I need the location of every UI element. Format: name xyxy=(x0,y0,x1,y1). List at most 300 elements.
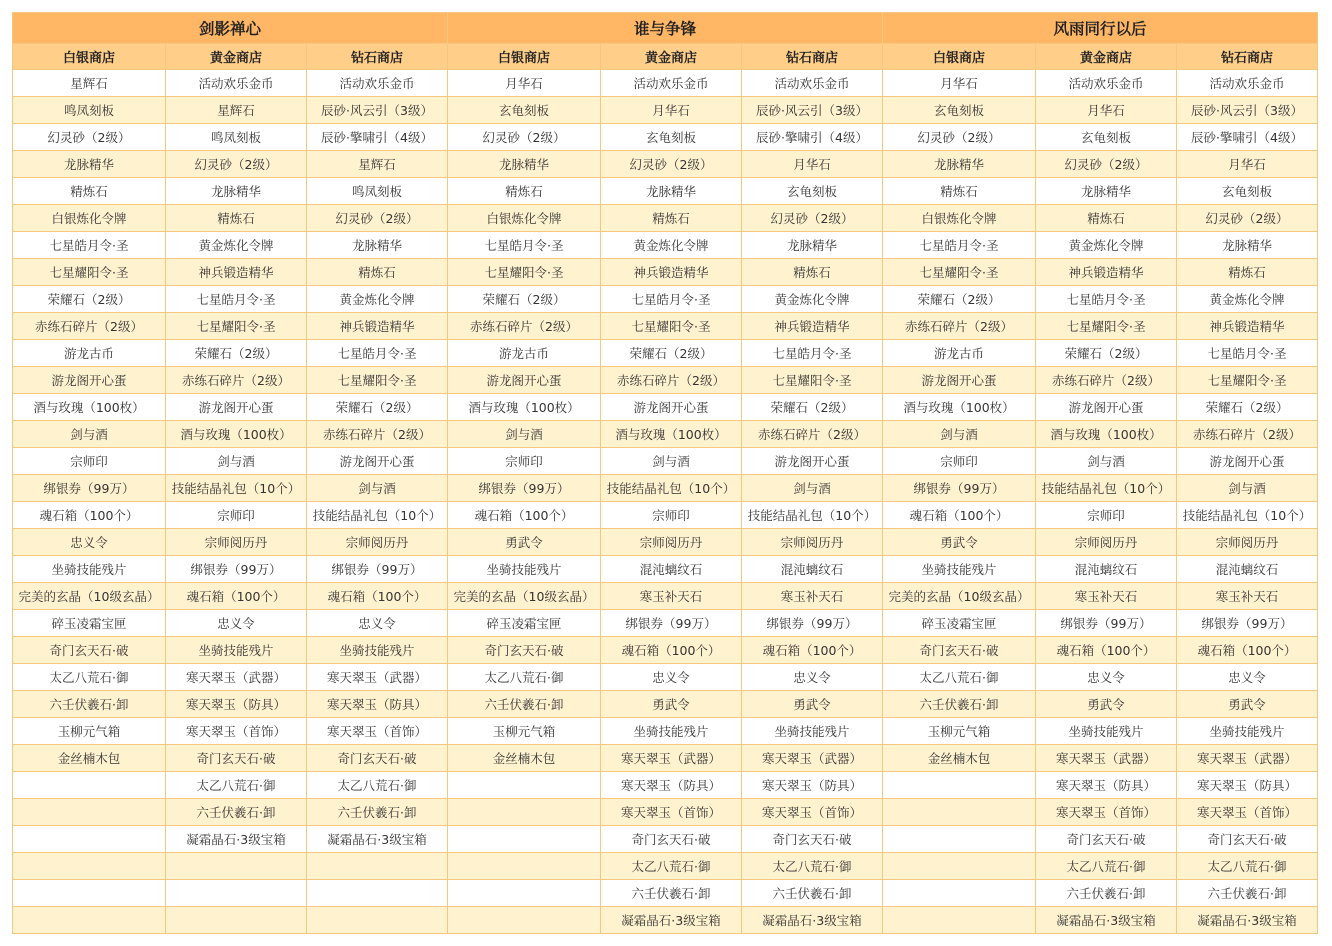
table-row xyxy=(13,637,1318,664)
item-cell xyxy=(13,880,166,907)
item-cell: 太乙八荒石·御 xyxy=(601,853,742,880)
table-row xyxy=(13,313,1318,340)
item-cell: 绑银券（99万） xyxy=(1177,610,1318,637)
item-cell: 太乙八荒石·御 xyxy=(166,772,307,799)
item-cell: 白银炼化令牌 xyxy=(883,205,1036,232)
item-cell: 寒天翠玉（首饰） xyxy=(601,799,742,826)
item-cell: 幻灵砂（2级） xyxy=(448,124,601,151)
item-cell xyxy=(307,853,448,880)
item-cell: 白银炼化令牌 xyxy=(13,205,166,232)
item-cell: 宗师阅历丹 xyxy=(307,529,448,556)
item-cell: 酒与玫瑰（100枚） xyxy=(13,394,166,421)
table-row xyxy=(13,151,1318,178)
group-title-shuiyu: 谁与争锋 xyxy=(448,13,883,44)
item-cell: 金丝楠木包 xyxy=(448,745,601,772)
item-cell xyxy=(883,907,1036,934)
item-cell: 技能结晶礼包（10个） xyxy=(166,475,307,502)
item-cell: 龙脉精华 xyxy=(307,232,448,259)
item-cell: 凝霜晶石·3级宝箱 xyxy=(1036,907,1177,934)
item-cell xyxy=(883,853,1036,880)
item-cell: 龙脉精华 xyxy=(1177,232,1318,259)
item-cell: 技能结晶礼包（10个） xyxy=(601,475,742,502)
item-cell: 太乙八荒石·御 xyxy=(742,853,883,880)
item-cell: 宗师印 xyxy=(448,448,601,475)
item-cell: 玉柳元气箱 xyxy=(448,718,601,745)
item-cell: 荣耀石（2级） xyxy=(1177,394,1318,421)
table-row xyxy=(13,529,1318,556)
item-cell: 六壬伏羲石·卸 xyxy=(448,691,601,718)
item-cell: 龙脉精华 xyxy=(166,178,307,205)
item-cell: 赤练石碎片（2级） xyxy=(601,367,742,394)
table-row xyxy=(13,718,1318,745)
item-cell: 坐骑技能残片 xyxy=(1036,718,1177,745)
item-cell xyxy=(448,880,601,907)
item-cell: 坐骑技能残片 xyxy=(1177,718,1318,745)
item-cell: 黄金炼化令牌 xyxy=(166,232,307,259)
item-cell: 太乙八荒石·御 xyxy=(13,664,166,691)
item-cell: 赤练石碎片（2级） xyxy=(742,421,883,448)
item-cell: 寒天翠玉（首饰） xyxy=(1177,799,1318,826)
item-cell: 剑与酒 xyxy=(601,448,742,475)
table-row xyxy=(13,286,1318,313)
item-cell: 剑与酒 xyxy=(1036,448,1177,475)
item-cell: 凝霜晶石·3级宝箱 xyxy=(307,826,448,853)
item-cell: 鸣凤刻板 xyxy=(166,124,307,151)
item-cell: 酒与玫瑰（100枚） xyxy=(883,394,1036,421)
item-cell: 玄龟刻板 xyxy=(601,124,742,151)
item-cell: 七星皓月令·圣 xyxy=(448,232,601,259)
item-cell: 酒与玫瑰（100枚） xyxy=(1036,421,1177,448)
item-cell: 金丝楠木包 xyxy=(13,745,166,772)
item-cell xyxy=(883,880,1036,907)
item-cell: 寒天翠玉（武器） xyxy=(166,664,307,691)
table-row xyxy=(13,124,1318,151)
item-cell: 绑银券（99万） xyxy=(13,475,166,502)
item-cell: 游龙阁开心蛋 xyxy=(448,367,601,394)
item-cell: 太乙八荒石·御 xyxy=(448,664,601,691)
item-cell: 辰砂·风云引（3级） xyxy=(1177,97,1318,124)
item-cell: 寒天翠玉（武器） xyxy=(742,745,883,772)
item-cell xyxy=(448,799,601,826)
item-cell: 魂石箱（100个） xyxy=(13,502,166,529)
item-cell: 六壬伏羲石·卸 xyxy=(883,691,1036,718)
item-cell: 七星耀阳令·圣 xyxy=(601,313,742,340)
item-cell: 星辉石 xyxy=(13,70,166,97)
shop-header-gold: 黄金商店 xyxy=(601,44,742,70)
item-cell: 神兵锻造精华 xyxy=(1036,259,1177,286)
item-cell: 奇门玄天石·破 xyxy=(448,637,601,664)
item-cell: 六壬伏羲石·卸 xyxy=(307,799,448,826)
item-cell: 七星耀阳令·圣 xyxy=(883,259,1036,286)
item-cell: 绑银券（99万） xyxy=(448,475,601,502)
shop-header-row xyxy=(13,44,1318,70)
item-cell: 寒玉补天石 xyxy=(1036,583,1177,610)
item-cell xyxy=(166,907,307,934)
item-cell: 荣耀石（2级） xyxy=(883,286,1036,313)
item-cell: 七星皓月令·圣 xyxy=(1036,286,1177,313)
item-cell: 忠义令 xyxy=(601,664,742,691)
item-cell: 剑与酒 xyxy=(448,421,601,448)
item-cell: 技能结晶礼包（10个） xyxy=(1036,475,1177,502)
item-cell: 宗师印 xyxy=(13,448,166,475)
item-cell: 勇武令 xyxy=(883,529,1036,556)
table-row xyxy=(13,853,1318,880)
item-cell: 辰砂·风云引（3级） xyxy=(742,97,883,124)
item-cell: 混沌螭纹石 xyxy=(1177,556,1318,583)
item-cell: 太乙八荒石·御 xyxy=(307,772,448,799)
item-cell: 活动欢乐金币 xyxy=(166,70,307,97)
table-row xyxy=(13,502,1318,529)
table-row xyxy=(13,394,1318,421)
item-cell xyxy=(13,799,166,826)
item-cell: 玄龟刻板 xyxy=(448,97,601,124)
group-title-jianying: 剑影禅心 xyxy=(13,13,448,44)
item-cell: 游龙阁开心蛋 xyxy=(742,448,883,475)
item-cell: 凝霜晶石·3级宝箱 xyxy=(1177,907,1318,934)
item-cell: 勇武令 xyxy=(448,529,601,556)
table-row xyxy=(13,448,1318,475)
item-cell: 寒天翠玉（防具） xyxy=(307,691,448,718)
table-row xyxy=(13,475,1318,502)
table-row xyxy=(13,799,1318,826)
item-cell xyxy=(13,907,166,934)
item-cell: 幻灵砂（2级） xyxy=(13,124,166,151)
item-cell: 寒天翠玉（首饰） xyxy=(1036,799,1177,826)
item-cell: 奇门玄天石·破 xyxy=(601,826,742,853)
item-cell: 忠义令 xyxy=(1177,664,1318,691)
item-cell: 神兵锻造精华 xyxy=(601,259,742,286)
table-row xyxy=(13,367,1318,394)
item-cell: 七星皓月令·圣 xyxy=(883,232,1036,259)
item-cell: 七星耀阳令·圣 xyxy=(742,367,883,394)
item-cell: 精炼石 xyxy=(883,178,1036,205)
item-cell xyxy=(13,826,166,853)
item-cell: 魂石箱（100个） xyxy=(307,583,448,610)
item-cell: 赤练石碎片（2级） xyxy=(13,313,166,340)
item-cell: 奇门玄天石·破 xyxy=(1036,826,1177,853)
item-cell: 月华石 xyxy=(448,70,601,97)
item-cell: 游龙古币 xyxy=(13,340,166,367)
item-cell: 寒天翠玉（武器） xyxy=(1177,745,1318,772)
item-cell: 幻灵砂（2级） xyxy=(166,151,307,178)
item-cell: 碎玉凌霜宝匣 xyxy=(883,610,1036,637)
item-cell: 寒天翠玉（首饰） xyxy=(166,718,307,745)
item-cell: 七星耀阳令·圣 xyxy=(1036,313,1177,340)
item-cell: 玄龟刻板 xyxy=(742,178,883,205)
item-cell: 精炼石 xyxy=(601,205,742,232)
item-cell: 荣耀石（2级） xyxy=(448,286,601,313)
item-cell: 辰砂·擎啸引（4级） xyxy=(742,124,883,151)
item-cell: 技能结晶礼包（10个） xyxy=(742,502,883,529)
item-cell: 魂石箱（100个） xyxy=(166,583,307,610)
item-cell: 精炼石 xyxy=(1036,205,1177,232)
item-cell: 游龙阁开心蛋 xyxy=(166,394,307,421)
item-cell: 完美的玄晶（10级玄晶） xyxy=(448,583,601,610)
item-cell: 精炼石 xyxy=(448,178,601,205)
item-cell: 绑银券（99万） xyxy=(601,610,742,637)
item-cell: 坐骑技能残片 xyxy=(166,637,307,664)
item-cell: 荣耀石（2级） xyxy=(166,340,307,367)
shop-header-silver: 白银商店 xyxy=(883,44,1036,70)
item-cell xyxy=(883,826,1036,853)
item-cell: 绑银券（99万） xyxy=(307,556,448,583)
item-cell: 勇武令 xyxy=(742,691,883,718)
item-cell: 寒天翠玉（首饰） xyxy=(742,799,883,826)
item-cell: 玄龟刻板 xyxy=(883,97,1036,124)
item-cell xyxy=(13,853,166,880)
item-cell xyxy=(307,907,448,934)
item-cell: 剑与酒 xyxy=(1177,475,1318,502)
item-cell: 寒天翠玉（首饰） xyxy=(307,718,448,745)
shop-header-silver: 白银商店 xyxy=(448,44,601,70)
table-row xyxy=(13,178,1318,205)
table-row xyxy=(13,556,1318,583)
item-cell: 奇门玄天石·破 xyxy=(166,745,307,772)
item-cell: 玉柳元气箱 xyxy=(883,718,1036,745)
table-row xyxy=(13,880,1318,907)
item-cell: 幻灵砂（2级） xyxy=(307,205,448,232)
shop-header-diamond: 钻石商店 xyxy=(307,44,448,70)
item-cell: 龙脉精华 xyxy=(883,151,1036,178)
item-cell: 寒天翠玉（防具） xyxy=(166,691,307,718)
item-cell: 辰砂·擎啸引（4级） xyxy=(307,124,448,151)
item-cell xyxy=(448,907,601,934)
item-cell: 忠义令 xyxy=(307,610,448,637)
item-cell: 碎玉凌霜宝匣 xyxy=(13,610,166,637)
item-cell: 剑与酒 xyxy=(166,448,307,475)
item-cell: 宗师印 xyxy=(166,502,307,529)
item-cell: 寒天翠玉（武器） xyxy=(601,745,742,772)
item-cell: 月华石 xyxy=(742,151,883,178)
item-cell: 宗师印 xyxy=(1036,502,1177,529)
item-cell: 太乙八荒石·御 xyxy=(1177,853,1318,880)
item-cell: 奇门玄天石·破 xyxy=(13,637,166,664)
item-cell: 精炼石 xyxy=(307,259,448,286)
item-cell: 六壬伏羲石·卸 xyxy=(1036,880,1177,907)
item-cell: 忠义令 xyxy=(1036,664,1177,691)
table-row xyxy=(13,259,1318,286)
item-cell: 黄金炼化令牌 xyxy=(601,232,742,259)
item-cell: 七星耀阳令·圣 xyxy=(307,367,448,394)
item-cell: 七星耀阳令·圣 xyxy=(1177,367,1318,394)
item-cell: 幻灵砂（2级） xyxy=(883,124,1036,151)
item-cell: 坐骑技能残片 xyxy=(307,637,448,664)
item-cell: 完美的玄晶（10级玄晶） xyxy=(883,583,1036,610)
item-cell: 魂石箱（100个） xyxy=(601,637,742,664)
item-cell: 星辉石 xyxy=(307,151,448,178)
item-cell: 坐骑技能残片 xyxy=(883,556,1036,583)
table-body xyxy=(13,70,1318,934)
item-cell: 宗师阅历丹 xyxy=(1036,529,1177,556)
item-cell: 荣耀石（2级） xyxy=(742,394,883,421)
item-cell: 荣耀石（2级） xyxy=(601,340,742,367)
item-cell: 七星耀阳令·圣 xyxy=(13,259,166,286)
item-cell: 魂石箱（100个） xyxy=(883,502,1036,529)
table-row xyxy=(13,340,1318,367)
item-cell: 幻灵砂（2级） xyxy=(742,205,883,232)
item-cell: 凝霜晶石·3级宝箱 xyxy=(166,826,307,853)
item-cell: 活动欢乐金币 xyxy=(742,70,883,97)
item-cell: 黄金炼化令牌 xyxy=(307,286,448,313)
item-cell: 神兵锻造精华 xyxy=(307,313,448,340)
item-cell: 宗师印 xyxy=(883,448,1036,475)
item-cell xyxy=(883,799,1036,826)
item-cell: 游龙古币 xyxy=(448,340,601,367)
item-cell: 七星耀阳令·圣 xyxy=(166,313,307,340)
item-cell: 月华石 xyxy=(1177,151,1318,178)
item-cell: 神兵锻造精华 xyxy=(742,313,883,340)
item-cell: 寒天翠玉（武器） xyxy=(307,664,448,691)
item-cell: 奇门玄天石·破 xyxy=(883,637,1036,664)
item-cell: 技能结晶礼包（10个） xyxy=(1177,502,1318,529)
item-cell: 赤练石碎片（2级） xyxy=(883,313,1036,340)
item-cell: 游龙阁开心蛋 xyxy=(883,367,1036,394)
item-cell: 月华石 xyxy=(1036,97,1177,124)
item-cell: 神兵锻造精华 xyxy=(1177,313,1318,340)
item-cell: 坐骑技能残片 xyxy=(448,556,601,583)
item-cell: 精炼石 xyxy=(1177,259,1318,286)
shop-header-diamond: 钻石商店 xyxy=(1177,44,1318,70)
item-cell: 活动欢乐金币 xyxy=(601,70,742,97)
item-cell xyxy=(307,880,448,907)
item-cell: 游龙阁开心蛋 xyxy=(1036,394,1177,421)
item-cell: 幻灵砂（2级） xyxy=(1177,205,1318,232)
table-row xyxy=(13,583,1318,610)
item-cell: 七星耀阳令·圣 xyxy=(448,259,601,286)
item-cell: 寒天翠玉（防具） xyxy=(601,772,742,799)
item-cell: 忠义令 xyxy=(742,664,883,691)
item-cell: 酒与玫瑰（100枚） xyxy=(166,421,307,448)
item-cell: 完美的玄晶（10级玄晶） xyxy=(13,583,166,610)
item-cell: 坐骑技能残片 xyxy=(742,718,883,745)
item-cell: 寒天翠玉（防具） xyxy=(1177,772,1318,799)
item-cell: 鸣凤刻板 xyxy=(13,97,166,124)
item-cell: 奇门玄天石·破 xyxy=(307,745,448,772)
table-row xyxy=(13,97,1318,124)
item-cell: 玄龟刻板 xyxy=(1036,124,1177,151)
table-row xyxy=(13,610,1318,637)
item-cell: 忠义令 xyxy=(166,610,307,637)
item-cell: 鸣凤刻板 xyxy=(307,178,448,205)
item-cell: 宗师阅历丹 xyxy=(1177,529,1318,556)
item-cell: 技能结晶礼包（10个） xyxy=(307,502,448,529)
item-cell: 酒与玫瑰（100枚） xyxy=(601,421,742,448)
item-cell: 寒天翠玉（防具） xyxy=(1036,772,1177,799)
item-cell: 七星皓月令·圣 xyxy=(742,340,883,367)
item-cell: 寒天翠玉（武器） xyxy=(1036,745,1177,772)
item-cell: 宗师印 xyxy=(601,502,742,529)
shop-table-wrapper xyxy=(12,12,1318,934)
item-cell: 龙脉精华 xyxy=(1036,178,1177,205)
item-cell: 活动欢乐金币 xyxy=(1036,70,1177,97)
item-cell: 寒玉补天石 xyxy=(742,583,883,610)
item-cell: 寒玉补天石 xyxy=(1177,583,1318,610)
table-row xyxy=(13,232,1318,259)
table-row xyxy=(13,70,1318,97)
item-cell: 绑银券（99万） xyxy=(883,475,1036,502)
item-cell: 六壬伏羲石·卸 xyxy=(1177,880,1318,907)
item-cell: 六壬伏羲石·卸 xyxy=(742,880,883,907)
item-cell xyxy=(166,853,307,880)
item-cell: 辰砂·风云引（3级） xyxy=(307,97,448,124)
item-cell: 宗师阅历丹 xyxy=(601,529,742,556)
item-cell: 龙脉精华 xyxy=(13,151,166,178)
item-cell: 寒玉补天石 xyxy=(601,583,742,610)
item-cell: 七星皓月令·圣 xyxy=(13,232,166,259)
table-row xyxy=(13,664,1318,691)
item-cell: 辰砂·擎啸引（4级） xyxy=(1177,124,1318,151)
item-cell: 勇武令 xyxy=(1036,691,1177,718)
item-cell: 勇武令 xyxy=(601,691,742,718)
item-cell: 魂石箱（100个） xyxy=(742,637,883,664)
table-row xyxy=(13,421,1318,448)
item-cell: 坐骑技能残片 xyxy=(601,718,742,745)
item-cell: 游龙阁开心蛋 xyxy=(307,448,448,475)
item-cell: 魂石箱（100个） xyxy=(1177,637,1318,664)
item-cell xyxy=(13,772,166,799)
shop-items-table xyxy=(12,12,1318,934)
item-cell: 幻灵砂（2级） xyxy=(1036,151,1177,178)
item-cell: 龙脉精华 xyxy=(601,178,742,205)
item-cell: 绑银券（99万） xyxy=(166,556,307,583)
item-cell: 魂石箱（100个） xyxy=(448,502,601,529)
item-cell: 荣耀石（2级） xyxy=(13,286,166,313)
item-cell: 七星皓月令·圣 xyxy=(601,286,742,313)
item-cell: 黄金炼化令牌 xyxy=(742,286,883,313)
item-cell: 绑银券（99万） xyxy=(742,610,883,637)
item-cell: 剑与酒 xyxy=(13,421,166,448)
item-cell: 七星皓月令·圣 xyxy=(166,286,307,313)
item-cell: 活动欢乐金币 xyxy=(307,70,448,97)
item-cell: 玄龟刻板 xyxy=(1177,178,1318,205)
item-cell: 宗师阅历丹 xyxy=(166,529,307,556)
item-cell: 七星皓月令·圣 xyxy=(307,340,448,367)
item-cell: 剑与酒 xyxy=(742,475,883,502)
table-row xyxy=(13,745,1318,772)
item-cell: 混沌螭纹石 xyxy=(601,556,742,583)
item-cell: 奇门玄天石·破 xyxy=(742,826,883,853)
item-cell: 黄金炼化令牌 xyxy=(1177,286,1318,313)
item-cell: 黄金炼化令牌 xyxy=(1036,232,1177,259)
item-cell: 六壬伏羲石·卸 xyxy=(166,799,307,826)
item-cell xyxy=(448,826,601,853)
item-cell: 凝霜晶石·3级宝箱 xyxy=(601,907,742,934)
item-cell: 龙脉精华 xyxy=(742,232,883,259)
item-cell: 游龙阁开心蛋 xyxy=(1177,448,1318,475)
item-cell: 赤练石碎片（2级） xyxy=(1036,367,1177,394)
shop-header-silver: 白银商店 xyxy=(13,44,166,70)
item-cell: 凝霜晶石·3级宝箱 xyxy=(742,907,883,934)
item-cell: 赤练石碎片（2级） xyxy=(1177,421,1318,448)
item-cell: 太乙八荒石·御 xyxy=(1036,853,1177,880)
item-cell: 神兵锻造精华 xyxy=(166,259,307,286)
item-cell: 混沌螭纹石 xyxy=(742,556,883,583)
item-cell: 六壬伏羲石·卸 xyxy=(13,691,166,718)
group-header-row xyxy=(13,13,1318,44)
item-cell: 精炼石 xyxy=(13,178,166,205)
item-cell: 赤练石碎片（2级） xyxy=(448,313,601,340)
item-cell: 六壬伏羲石·卸 xyxy=(601,880,742,907)
item-cell: 荣耀石（2级） xyxy=(1036,340,1177,367)
item-cell xyxy=(448,853,601,880)
item-cell: 坐骑技能残片 xyxy=(13,556,166,583)
item-cell: 白银炼化令牌 xyxy=(448,205,601,232)
shop-header-gold: 黄金商店 xyxy=(1036,44,1177,70)
table-row xyxy=(13,826,1318,853)
item-cell: 精炼石 xyxy=(742,259,883,286)
item-cell: 赤练石碎片（2级） xyxy=(307,421,448,448)
item-cell: 荣耀石（2级） xyxy=(307,394,448,421)
